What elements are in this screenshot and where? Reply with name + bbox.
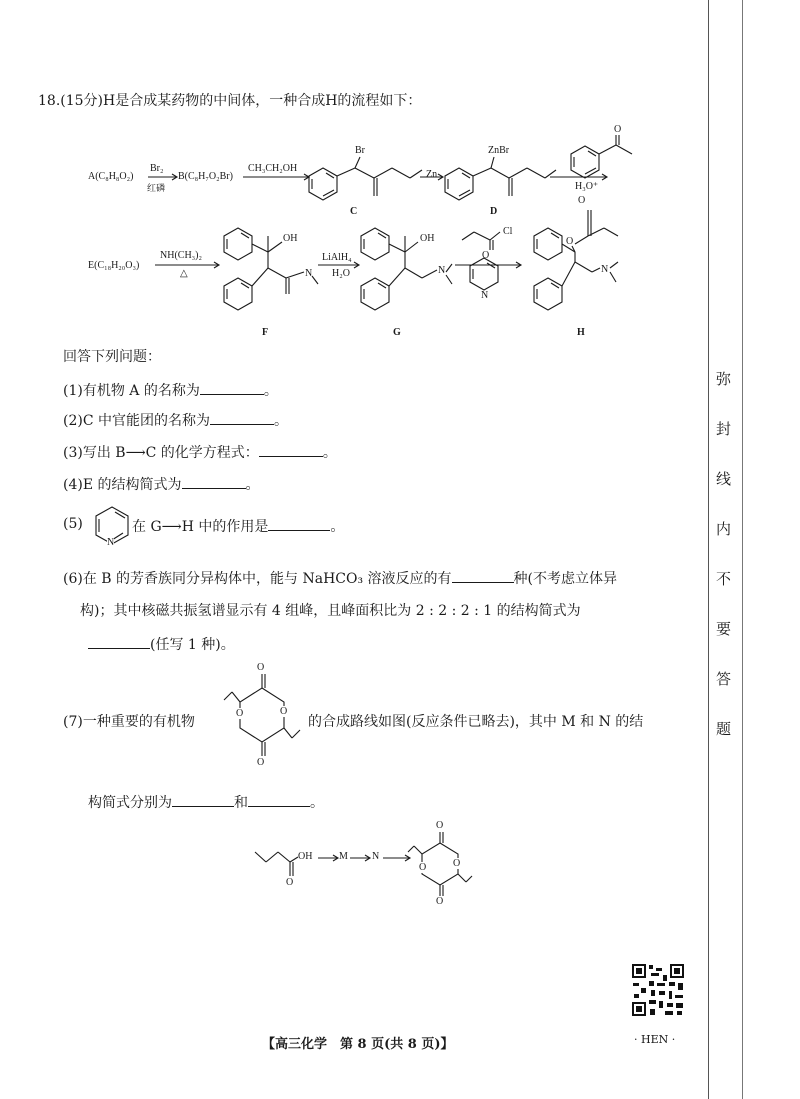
question-7-text-a: 构简式分别为 [88, 795, 172, 811]
reagent-h2o: H₂O [332, 268, 350, 279]
side-char: 题 [716, 720, 732, 738]
acyl-chloride-cl: Cl [503, 226, 513, 237]
question-header: 18.(15分)H是合成某药物的中间体，一种合成H的流程如下： [38, 93, 422, 109]
lactide-o-right: O [280, 706, 288, 717]
question-6-text-a: (6)在 B 的芳香族同分异构体中，能与 NaHCO₃ 溶液反应的有 [63, 571, 452, 587]
h-o-atom: O [566, 236, 574, 247]
compound-b: B(C₈H₇O₂Br) [178, 171, 233, 182]
question-5-text: 在 G⟶H 中的作用是 [132, 519, 269, 535]
route-m: M [339, 851, 348, 862]
question-3-text: (3)写出 B⟶C 的化学方程式： [63, 445, 259, 461]
label-d: D [490, 206, 498, 217]
reagent-dimethylamine: NH(CH₃)₂ [160, 250, 202, 261]
route-n: N [372, 851, 380, 862]
compound-a: A(C₈H₈O₂) [88, 171, 134, 182]
route-lactide-o-right: O [453, 858, 461, 869]
side-char: 弥 [716, 370, 732, 388]
question-4-text: (4)E 的结构简式为 [63, 477, 182, 493]
g-n-atom: N [438, 265, 446, 276]
reagent-ethanol: CH₃CH₂OH [248, 163, 298, 174]
questions-intro: 回答下列问题： [63, 349, 161, 365]
route-lactide-o-bottom: O [436, 896, 444, 907]
qr-code [631, 963, 685, 1017]
d-znbr-atom: ZnBr [488, 145, 510, 156]
question-7-text-b: 和 [234, 795, 248, 811]
question-7-line1b: 的合成路线如图(反应条件已略去)，其中 M 和 N 的结 [308, 714, 644, 730]
side-char: 答 [716, 670, 732, 688]
lactide-o-left: O [236, 708, 244, 719]
reagent-lialh4: LiAlH₄ [322, 252, 352, 263]
c-br-atom: Br [355, 145, 365, 156]
side-char: 线 [716, 470, 732, 488]
period: 。 [310, 795, 324, 811]
route-lactide-o-top: O [436, 820, 444, 831]
route-lactide-o-left: O [419, 862, 427, 873]
footer-page-number: 【高三化学 第 8 页(共 8 页)】 [262, 1037, 454, 1052]
f-oh: OH [283, 233, 298, 244]
h-n-atom: N [601, 264, 609, 275]
footer-code: · HEN · [634, 1033, 676, 1046]
side-char: 封 [716, 420, 732, 438]
pyridine-n: N [107, 537, 115, 548]
question-6-text-b: 种(不考虑立体异 [513, 571, 617, 587]
route-oh: OH [298, 851, 313, 862]
side-char: 内 [716, 520, 732, 538]
period: 。 [322, 445, 337, 461]
acyl-chloride-o: O [482, 250, 490, 261]
lactide-o-top: O [257, 662, 265, 673]
compound-e: E(C₁₈H₂₀O₃) [88, 260, 140, 271]
h-o-atom-top: O [578, 195, 586, 206]
lactide-o-bottom: O [257, 757, 265, 768]
period: 。 [245, 477, 260, 493]
reagent-red-p: 红磷 [147, 183, 166, 193]
question-2-text: (2)C 中官能团的名称为 [63, 413, 210, 429]
label-h: H [577, 327, 585, 338]
g-oh: OH [420, 233, 435, 244]
pyridine-n-atom: N [481, 290, 489, 301]
question-7-line1a: (7)一种重要的有机物 [63, 714, 195, 730]
question-6-line2: 构)；其中核磁共振氢谱显示有 4 组峰，且峰面积比为 2 : 2 : 2 : 1 的结构简式为 [80, 603, 581, 619]
question-6-text-c: (任写 1 种)。 [150, 637, 235, 653]
f-n-atom: N [305, 268, 313, 279]
question-5-number: (5) [63, 516, 83, 532]
period: 。 [274, 413, 288, 429]
label-g: G [393, 327, 401, 338]
label-c: C [350, 206, 358, 217]
reagent-br2: Br₂ [150, 163, 164, 174]
period: 。 [263, 383, 278, 399]
question-1-text: (1)有机物 A 的名称为 [63, 383, 200, 399]
label-f: F [262, 327, 269, 338]
side-char: 不 [716, 570, 732, 588]
period: 。 [330, 519, 345, 535]
reagent-h3o: H₃O⁺ [575, 181, 599, 192]
route-carbonyl-o: O [286, 877, 294, 888]
reagent-zn: Zn [426, 169, 438, 180]
side-char: 要 [716, 620, 732, 638]
acetophenone-o: O [614, 124, 622, 135]
reagent-heat: △ [180, 268, 188, 279]
